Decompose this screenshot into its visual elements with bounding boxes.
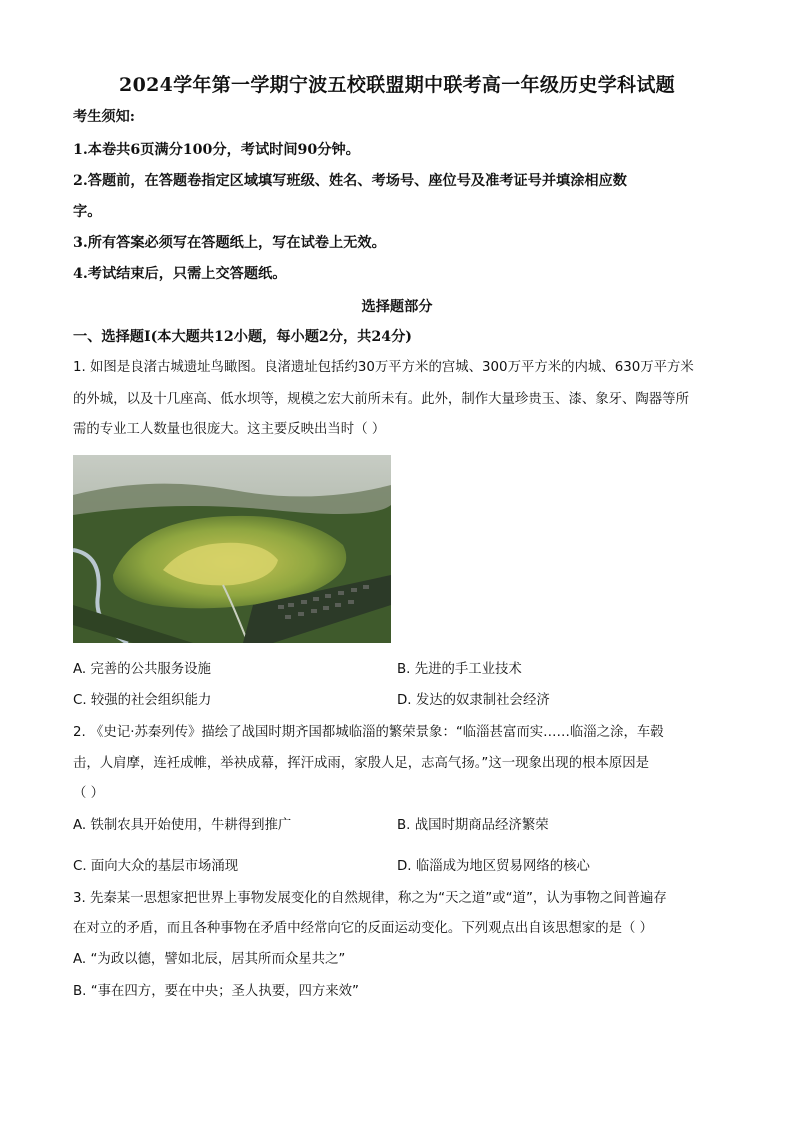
q2-option-c: C. 面向大众的基层市场涌现 [73,859,239,874]
q3-option-b: B. “事在四方，要在中央；圣人执要，四方来效” [73,984,359,999]
notice-item-2: 2.答题前，在答题卷指定区域填写班级、姓名、考场号、座位号及准考证号并填涂相应数 [73,173,627,189]
section-title: 选择题部分 [361,299,433,315]
liangzhu-aerial-photo [73,455,391,643]
q1-line-1: 1. 如图是良渚古城遗址鸟瞰图。良渚遗址包括约30万平方米的宫城、300万平方米的内城、630万平方米 [73,360,694,375]
q2-line-3: （ ） [73,786,105,801]
q2-option-d: D. 临淄成为地区贸易网络的核心 [397,859,590,874]
q1-option-b: B. 先进的手工业技术 [397,662,522,677]
notice-item-3: 3.所有答案必须写在答题纸上，写在试卷上无效。 [73,235,386,251]
exam-title: 2024学年第一学期宁波五校联盟期中联考高一年级历史学科试题 [119,74,675,96]
q2-line-2: 击，人肩摩，连衽成帷，举袂成幕，挥汗成雨，家殷人足，志高气扬。”这一现象出现的根本原因是 [73,756,650,771]
notice-item-1: 1.本卷共6页满分100分，考试时间90分钟。 [73,142,360,158]
q1-line-2: 的外城，以及十几座高、低水坝等，规模之宏大前所未有。此外，制作大量珍贵玉、漆、象牙、陶器等所 [73,392,689,407]
q1-option-c: C. 较强的社会组织能力 [73,693,212,708]
notice-item-4: 4.考试结束后，只需上交答题纸。 [73,266,287,282]
q3-option-a: A. “为政以德，譬如北辰，居其所而众星共之” [73,952,346,967]
section-heading: 一、选择题Ⅰ(本大题共12小题，每小题2分，共24分) [73,329,412,345]
q1-line-3: 需的专业工人数量也很庞大。这主要反映出当时（ ） [73,422,386,437]
q1-option-d: D. 发达的奴隶制社会经济 [397,693,550,708]
q3-line-1: 3. 先秦某一思想家把世界上事物发展变化的自然规律，称之为“天之道”或“道”，认为事物之间普遍存 [73,891,667,906]
q2-option-b: B. 战国时期商品经济繁荣 [397,818,549,833]
notice-heading: 考生须知: [73,109,135,125]
q3-line-2: 在对立的矛盾，而且各种事物在矛盾中经常向它的反面运动变化。下列观点出自该思想家的是（ ） [73,921,654,936]
q2-line-1: 2. 《史记·苏秦列传》描绘了战国时期齐国都城临淄的繁荣景象：“临淄甚富而实……临淄之涂，车毂 [73,725,664,740]
notice-item-2-cont: 字。 [73,204,102,220]
q1-option-a: A. 完善的公共服务设施 [73,662,211,677]
q2-option-a: A. 铁制农具开始使用，牛耕得到推广 [73,818,292,833]
aerial-view-illustration [73,455,391,643]
